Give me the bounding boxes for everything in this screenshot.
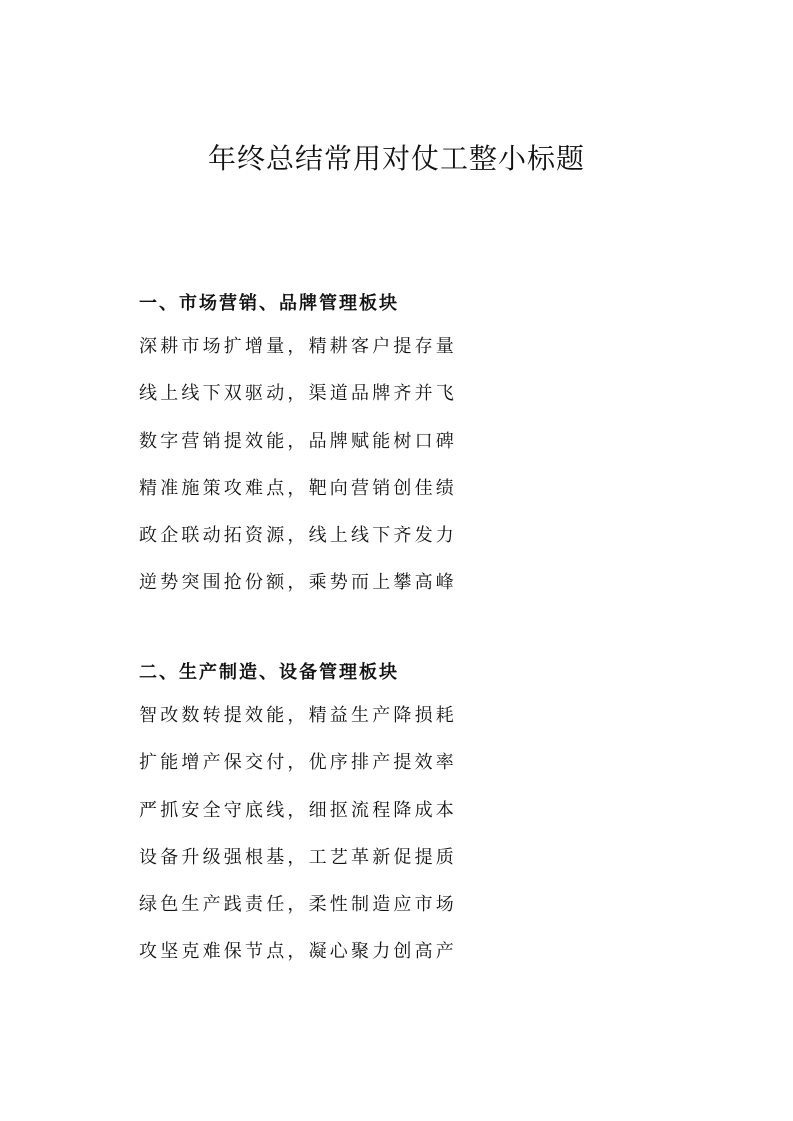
heading-pair-line: 攻坚克难保节点，凝心聚力创高产	[139, 941, 457, 963]
heading-pair-line: 绿色生产践责任，柔性制造应市场	[139, 894, 457, 916]
heading-pair-line: 设备升级强根基，工艺革新促提质	[139, 846, 457, 868]
heading-pair-line: 政企联动拓资源，线上线下齐发力	[139, 525, 457, 547]
heading-pair-line: 深耕市场扩增量，精耕客户提存量	[139, 336, 457, 357]
section-marketing-brand	[139, 287, 659, 614]
section-production-equipment	[139, 656, 659, 983]
heading-pair-line: 严抓安全守底线，细抠流程降成本	[139, 799, 457, 821]
heading-pair-line: 线上线下双驱动，渠道品牌齐并飞	[139, 383, 457, 405]
heading-pair-line: 智改数转提效能，精益生产降损耗	[139, 705, 457, 726]
section-heading: 一、市场营销、品牌管理板块	[139, 293, 399, 314]
heading-pair-line: 扩能增产保交付，优序排产提效率	[139, 752, 457, 774]
section-heading: 二、生产制造、设备管理板块	[139, 662, 399, 683]
heading-pair-line: 逆势突围抢份额，乘势而上攀高峰	[139, 572, 457, 594]
heading-pair-list	[139, 699, 659, 969]
document-title: 年终总结常用对仗工整小标题	[207, 142, 585, 175]
heading-pair-list	[139, 330, 659, 600]
heading-pair-line: 数字营销提效能，品牌赋能树口碑	[139, 430, 457, 452]
heading-pair-line: 精准施策攻难点，靶向营销创佳绩	[139, 477, 457, 499]
